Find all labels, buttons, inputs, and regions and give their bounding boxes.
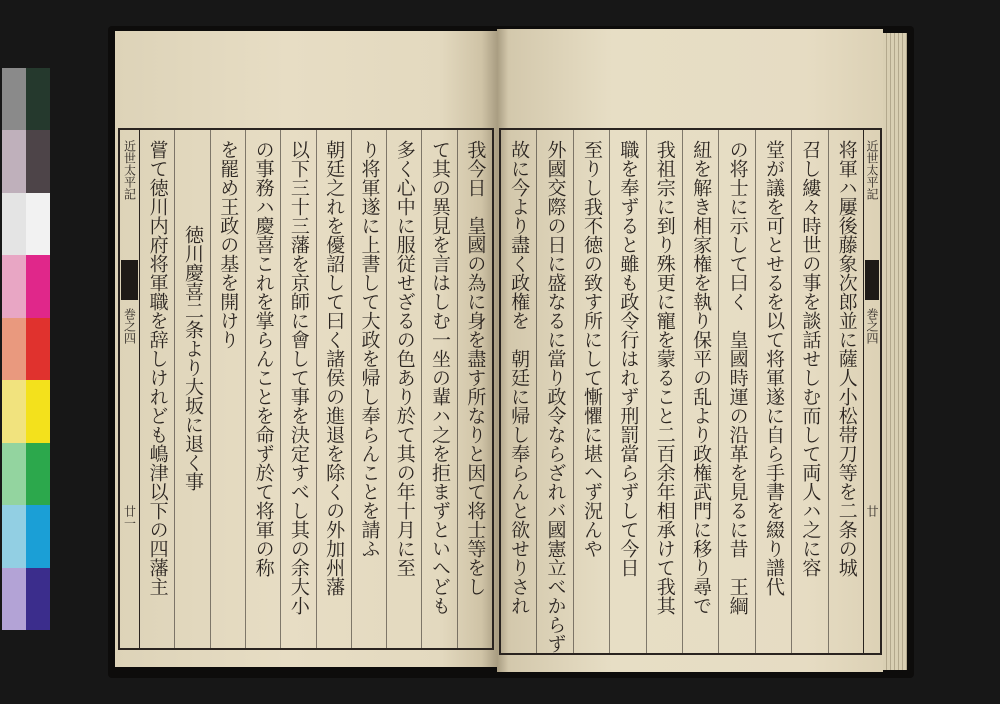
swatch-row5-left — [2, 318, 26, 380]
swatch-row8-right — [26, 505, 50, 567]
text-column — [421, 130, 456, 648]
text-column — [609, 130, 645, 653]
column-text: 以下三十三藩を京師に會して事を決定すべし其の余大小 — [287, 140, 310, 615]
column-text: 嘗て徳川内府将軍職を辞しけれども嶋津以下の四藩主 — [146, 140, 169, 596]
column-text: 紐を解き相家権を執り保平の乱より政権武門に移り尋で — [690, 140, 713, 615]
column-text: 我今日 皇國の為に身を盡す所なりと因て将士等をし — [464, 140, 487, 596]
column-text: て其の異見を言はしむ一坐の輩ハ之を拒まずといへども — [429, 140, 452, 615]
column-text: 朝廷之れを優詔して曰く諸侯の進退を除くの外加州藩 — [323, 140, 346, 596]
swatch-row3-left — [2, 193, 26, 255]
swatch-row5-right — [26, 318, 50, 380]
swatch-row9-right — [26, 568, 50, 630]
swatch-row4-right — [26, 255, 50, 317]
volume-label: 巻之四 — [865, 308, 879, 344]
right-page-fore-edge-column — [863, 130, 880, 653]
column-text: を罷め王政の基を開けり — [217, 140, 240, 349]
text-column — [501, 130, 536, 653]
color-calibration-strip — [2, 68, 50, 630]
swatch-row9-left — [2, 568, 26, 630]
swatch-row6-left — [2, 380, 26, 442]
left-page-fore-edge-column — [120, 130, 140, 648]
text-column — [245, 130, 280, 648]
stacked-page-edges — [883, 33, 907, 670]
left-page-text-frame — [118, 128, 494, 650]
text-column — [536, 130, 572, 653]
book-title: 近世太平記 — [865, 140, 879, 200]
fish-tail-mark — [121, 260, 138, 300]
text-column — [351, 130, 386, 648]
volume-label: 巻之四 — [122, 308, 137, 344]
swatch-row8-left — [2, 505, 26, 567]
column-text: 職を奉ずると雖も政令行はれず刑罰當らずして今日 — [617, 140, 640, 577]
column-text: の事務ハ慶喜これを掌らんことを命ず於て将軍の称 — [252, 140, 275, 577]
text-column — [718, 130, 754, 653]
swatch-row3-right — [26, 193, 50, 255]
section-heading-column — [174, 130, 209, 648]
column-text: 召し縷々時世の事を談話せしむ而して両人ハ之に容 — [799, 140, 822, 577]
text-column — [573, 130, 609, 653]
column-text: 至りし我不徳の致す所にして慚懼に堪へず況んや — [580, 140, 603, 558]
swatch-row6-right — [26, 380, 50, 442]
fish-tail-mark — [865, 260, 879, 300]
column-text: の将士に示して曰く 皇國時運の沿革を見るに昔 王綱 — [726, 140, 749, 615]
column-text: 堂が議を可とせるを以て将軍遂に自ら手書を綴り譜代 — [762, 140, 785, 596]
swatch-row7-left — [2, 443, 26, 505]
text-column — [316, 130, 351, 648]
text-column — [139, 130, 174, 648]
column-text: 故に今より盡く政権を 朝廷に帰し奉らんと欲せりされ — [508, 140, 531, 615]
swatch-row7-right — [26, 443, 50, 505]
text-column — [755, 130, 791, 653]
column-text: 我祖宗に到り殊更に寵を蒙ること二百余年相承けて我其 — [653, 140, 676, 615]
text-column — [386, 130, 421, 648]
right-page-text-frame — [499, 128, 882, 655]
column-text: 多く心中に服従せざるの色あり於て其の年十月に至 — [393, 140, 416, 577]
section-heading: 徳川慶喜二条より大坂に退く事 — [181, 225, 204, 491]
text-column — [682, 130, 718, 653]
swatch-row2-left — [2, 130, 26, 192]
text-column — [280, 130, 315, 648]
text-column — [646, 130, 682, 653]
left-page-columns — [139, 130, 492, 648]
page-number: 廿 — [865, 505, 879, 517]
text-column — [210, 130, 245, 648]
page-number: 廿一 — [122, 505, 137, 529]
right-page-columns — [501, 130, 864, 653]
swatch-row1-right — [26, 68, 50, 130]
column-text: 将軍ハ屢後藤象次郎並に薩人小松帯刀等を二条の城 — [835, 140, 858, 577]
text-column — [791, 130, 827, 653]
swatch-row2-right — [26, 130, 50, 192]
swatch-row4-left — [2, 255, 26, 317]
column-text: り将軍遂に上書して大政を帰し奉らんことを請ふ — [358, 140, 381, 558]
column-text: 外國交際の日に盛なるに當り政令ならざれバ國憲立べからず — [544, 140, 567, 653]
text-column — [457, 130, 492, 648]
text-column — [828, 130, 864, 653]
swatch-row1-left — [2, 68, 26, 130]
book-title: 近世太平記 — [122, 140, 137, 200]
